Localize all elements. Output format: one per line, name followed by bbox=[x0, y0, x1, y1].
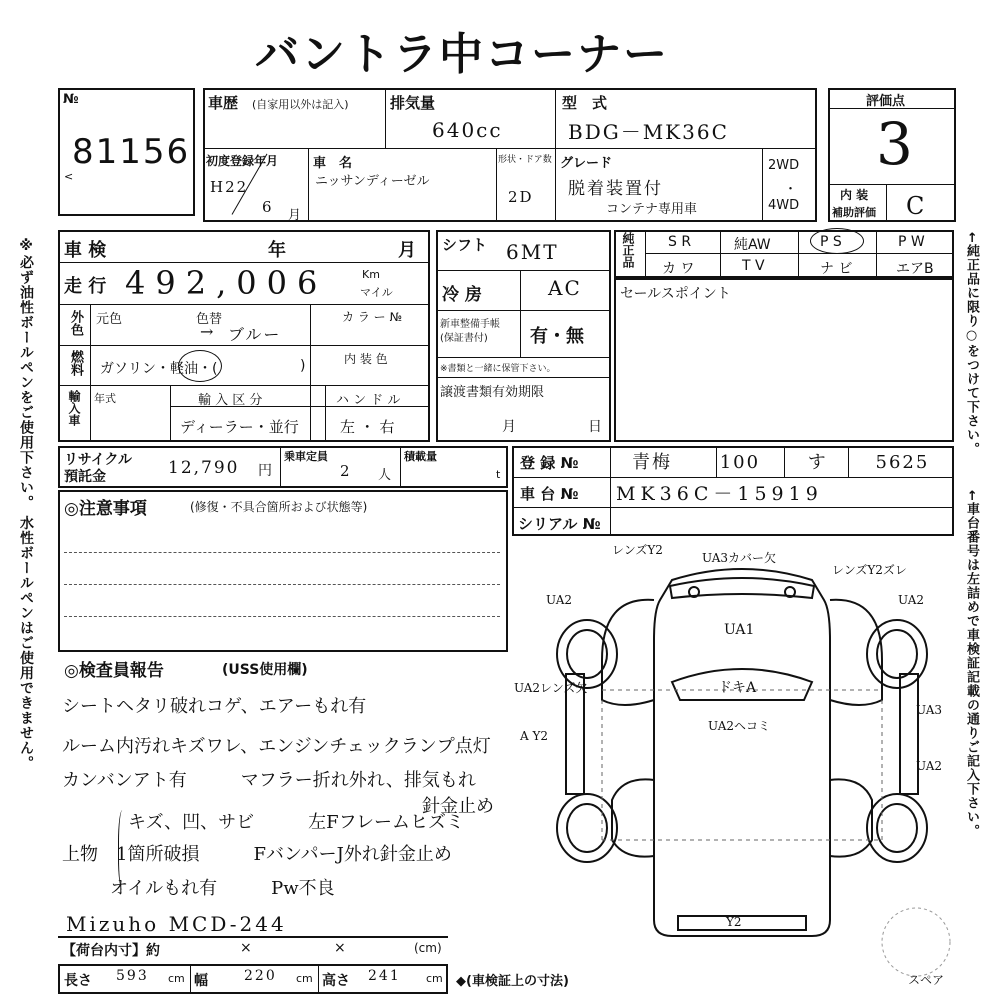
shape-value: 2D bbox=[508, 188, 534, 206]
first-reg-label: 初度登録年月 bbox=[206, 154, 279, 168]
length-value: 593 bbox=[116, 968, 149, 984]
aux-label: 補助評価 bbox=[832, 206, 876, 219]
cargo-label: 【荷台内寸】約 bbox=[62, 943, 160, 959]
mileage-unit-mile: マイル bbox=[360, 286, 393, 299]
cargo-x1: × bbox=[240, 940, 252, 956]
exterior-label: 外色 bbox=[68, 310, 83, 336]
drive-4wd: 4WD bbox=[768, 198, 800, 213]
side-note-right-1: ←純正品に限り○をつけて下さい。 bbox=[964, 232, 979, 456]
grade-label: グレード bbox=[560, 156, 613, 171]
inspector-label: ◎検査員報告 bbox=[64, 661, 164, 681]
diagram-note: UA2ヘコミ bbox=[708, 719, 771, 733]
import-div-label: 輸 入 区 分 bbox=[198, 393, 263, 408]
sales-point-label: セールスポイント bbox=[620, 286, 731, 302]
recycle-label1: リサイクル bbox=[64, 452, 133, 468]
equip-aw: 純AW bbox=[734, 237, 771, 253]
width-unit: cm bbox=[296, 972, 313, 985]
diagram-note: ドキA bbox=[718, 680, 757, 696]
capacity-unit: 人 bbox=[378, 468, 392, 483]
fuel-close: ) bbox=[300, 358, 306, 374]
grade-line2: コンテナ専用車 bbox=[606, 202, 698, 217]
car-name-value: ニッサンディーゼル bbox=[315, 174, 430, 189]
serial-label: シリアル № bbox=[518, 515, 601, 533]
remark-line: カンバンアト有 マフラー折れ外れ、排気もれ bbox=[62, 770, 476, 791]
length-unit: cm bbox=[168, 972, 185, 985]
exterior-orig-label: 元色 bbox=[96, 312, 123, 327]
equip-kawa: カ ワ bbox=[662, 261, 695, 277]
grade-line1: 脱着装置付 bbox=[568, 179, 663, 199]
import-label: 輸入車 bbox=[67, 390, 81, 426]
exterior-color-label: 色替 bbox=[196, 312, 223, 327]
capacity-label: 乗車定員 bbox=[284, 450, 328, 463]
model-label: 型 式 bbox=[562, 94, 608, 112]
equip-sr: S R bbox=[668, 234, 692, 250]
first-reg-month: 6 bbox=[262, 198, 274, 216]
height-unit: cm bbox=[426, 972, 443, 985]
remark-line: 針金止め bbox=[62, 796, 494, 817]
displacement-label: 排気量 bbox=[390, 94, 436, 112]
remark-line: オイルもれ有 Pw不良 bbox=[110, 878, 335, 899]
fuel-circle bbox=[178, 350, 222, 382]
transfer-day: 日 bbox=[588, 419, 602, 435]
equip-airb: エアB bbox=[896, 261, 934, 277]
inspection-month: 月 bbox=[398, 240, 416, 261]
caution-label: ◎注意事項 bbox=[64, 499, 147, 519]
height-value: 241 bbox=[368, 968, 401, 984]
registration-value: 青梅 100 す 5625 bbox=[632, 452, 930, 473]
diagram-note: UA1 bbox=[724, 622, 755, 638]
car-name-label: 車 名 bbox=[313, 156, 353, 171]
interior-score: C bbox=[906, 192, 927, 220]
load-unit: t bbox=[496, 468, 501, 481]
diagram-note: UA3カバー欠 bbox=[702, 551, 777, 565]
lot-number: 81156 bbox=[72, 132, 191, 172]
cargo-unit: (cm) bbox=[414, 941, 442, 955]
chassis-value: MK36C－15919 bbox=[616, 483, 823, 505]
interior-label: 内 装 bbox=[840, 188, 869, 202]
capacity-value: 2 bbox=[340, 462, 352, 480]
equip-tv: T V bbox=[742, 258, 765, 274]
equip-navi: ナ ビ bbox=[820, 261, 853, 277]
length-label: 長さ bbox=[64, 973, 92, 989]
lot-box bbox=[58, 88, 195, 216]
ac-value: AC bbox=[548, 276, 582, 300]
recycle-label2: 預託金 bbox=[64, 469, 106, 485]
shift-label: シフト bbox=[442, 236, 488, 254]
exterior-arrow: → bbox=[200, 322, 216, 341]
displacement-value: 640cc bbox=[432, 118, 503, 142]
manual-value: 有・無 bbox=[530, 326, 584, 347]
diagram-note: レンズY2ズレ bbox=[832, 563, 907, 577]
history-label: 車歴 bbox=[208, 94, 239, 112]
shape-label: 形状・ドア数 bbox=[498, 155, 552, 165]
import-value: ディーラー・並行 bbox=[180, 418, 299, 436]
ac-label: 冷 房 bbox=[442, 285, 482, 305]
chassis-label: 車 台 № bbox=[520, 485, 579, 503]
page-title: バントラ中コーナー bbox=[255, 29, 669, 80]
fuel-options: ガソリン・軽油・( bbox=[100, 361, 218, 377]
inspector-note: (USS使用欄) bbox=[222, 662, 308, 678]
model-value: BDG－MK36C bbox=[568, 120, 729, 144]
history-note: (自家用以外は記入) bbox=[252, 98, 349, 111]
manual-note: ※書類と一緒に保管下さい。 bbox=[440, 364, 556, 374]
height-label: 高さ bbox=[322, 973, 350, 989]
mileage-value: 492,006 bbox=[125, 264, 328, 302]
vehicle-damage-diagram bbox=[512, 540, 956, 992]
remark-line: ルーム内汚れキズワレ、エンジンチェックランプ点灯 bbox=[62, 736, 491, 757]
diagram-note: Y2 bbox=[726, 915, 742, 929]
exterior-value: ブルー bbox=[228, 325, 282, 344]
remark-line: キズ、凹、サビ 左Fフレームヒズミ bbox=[128, 812, 464, 833]
registration-label: 登 録 № bbox=[520, 454, 579, 472]
equip-ps: P S bbox=[820, 234, 842, 250]
load-label: 積載量 bbox=[404, 450, 437, 463]
interior-color-label: 内 装 色 bbox=[344, 352, 388, 366]
mileage-unit-km: Km bbox=[362, 268, 380, 281]
shift-value: 6MT bbox=[506, 240, 559, 264]
diagram-note: UA3 bbox=[916, 703, 943, 717]
score-label: 評価点 bbox=[866, 94, 906, 109]
inspector-name: Mizuho MCD-244 bbox=[66, 912, 287, 936]
drive-2wd: 2WD bbox=[768, 158, 800, 173]
handle-label: ハ ン ド ル bbox=[336, 393, 401, 408]
diagram-note: レンズY2 bbox=[612, 543, 663, 557]
spare-label: スペア bbox=[908, 973, 945, 987]
color-no-label: カ ラ ー № bbox=[342, 310, 402, 324]
recycle-unit: 円 bbox=[258, 463, 272, 479]
remark-line: シートヘタリ破れコゲ、エアーもれ有 bbox=[62, 696, 367, 717]
inspection-label: 車 検 bbox=[64, 240, 107, 261]
import-year-label: 年式 bbox=[94, 392, 116, 405]
dims-note: ◆(車検証上の寸法) bbox=[456, 974, 569, 989]
drive-dot: ・ bbox=[784, 182, 798, 197]
score-value: 3 bbox=[876, 110, 915, 178]
first-reg-month-unit: 月 bbox=[288, 208, 302, 223]
recycle-value: 12,790 bbox=[168, 458, 240, 478]
diagram-note: UA2レンズ欠 bbox=[514, 681, 588, 695]
inspection-year: 年 bbox=[268, 240, 286, 261]
transfer-label: 譲渡書類有効期限 bbox=[440, 385, 545, 400]
remark-line: 上物 1箇所破損 FバンパーJ外れ針金止め bbox=[62, 844, 452, 865]
handle-value: 左 ・ 右 bbox=[340, 418, 395, 436]
side-note-right-2: ←車台番号は左詰めで車検証記載の通りご記入下さい。 bbox=[964, 490, 979, 838]
width-value: 220 bbox=[244, 968, 277, 984]
fuel-label: 燃料 bbox=[68, 350, 83, 376]
caution-note: (修復・不具合箇所および状態等) bbox=[190, 500, 368, 514]
equip-pw: P W bbox=[898, 234, 925, 250]
cargo-x2: × bbox=[334, 940, 346, 956]
manual-label: 新車整備手帳 (保証書付) bbox=[440, 319, 500, 344]
diagram-note: UA2 bbox=[916, 759, 943, 773]
side-note-left: ※必ず油性ボールペンをご使用下さい。 水性ボールペンはご使用できません。 bbox=[18, 238, 34, 771]
diagram-note: A Y2 bbox=[520, 729, 549, 743]
equip-ps-circle bbox=[810, 228, 864, 254]
width-label: 幅 bbox=[194, 973, 208, 989]
diagram-note: UA2 bbox=[898, 593, 925, 607]
diagram-note: UA2 bbox=[546, 593, 573, 607]
first-reg-era: H22 bbox=[210, 178, 249, 196]
mileage-label: 走 行 bbox=[64, 276, 107, 297]
lot-label: № bbox=[63, 92, 79, 107]
transfer-month: 月 bbox=[502, 419, 516, 435]
equipment-label: 純正品 bbox=[621, 232, 635, 268]
lot-mark: < bbox=[64, 170, 74, 183]
